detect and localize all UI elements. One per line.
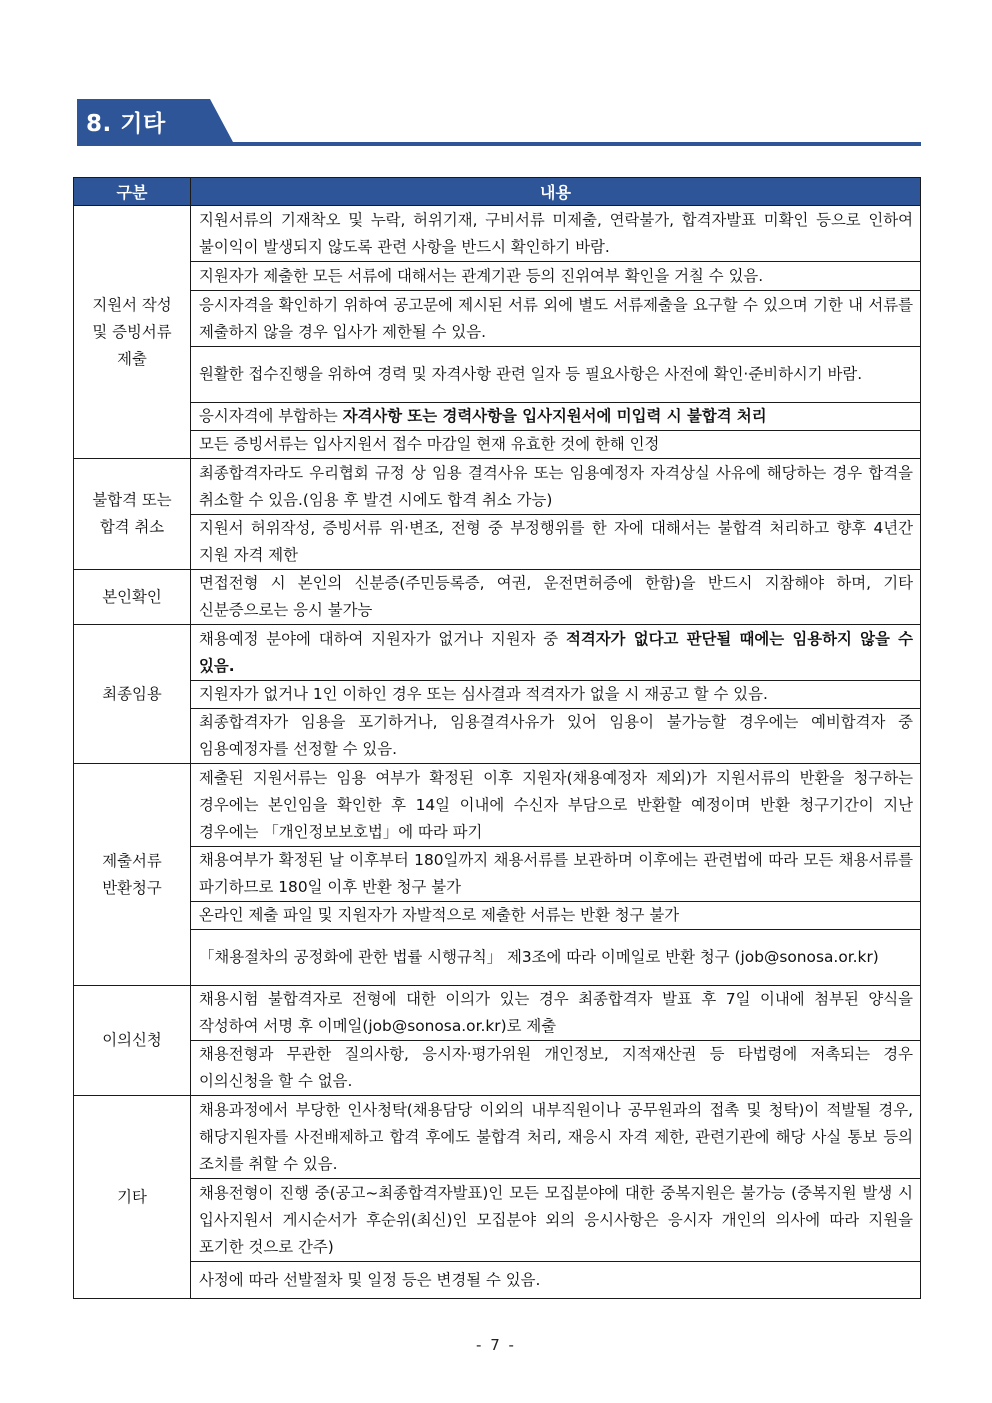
content-cell: 지원서 허위작성, 증빙서류 위·변조, 전형 중 부정행위를 한 자에 대해서는 불합격 처리하고 향후 4년간 지원 자격 제한 bbox=[191, 515, 921, 570]
content-cell bbox=[191, 403, 921, 431]
content-cell: 모든 증빙서류는 입사지원서 접수 마감일 현재 유효한 것에 한해 인정 bbox=[191, 431, 921, 459]
table-header-row bbox=[74, 178, 921, 206]
table-row bbox=[74, 681, 921, 709]
table-row bbox=[74, 403, 921, 431]
content-bold-text: 적격자가 없다고 판단될 때에는 임용하지 않을 수 있음. bbox=[199, 629, 914, 675]
category-label: 제출서류 bbox=[102, 851, 162, 870]
table-row bbox=[74, 431, 921, 459]
category-label: 및 증빙서류 bbox=[92, 322, 172, 341]
category-label: 이의신청 bbox=[102, 1031, 162, 1049]
category-application bbox=[74, 206, 191, 459]
category-document-return bbox=[74, 764, 191, 986]
content-cell: 「채용절차의 공정화에 관한 법률 시행규칙」 제3조에 따라 이메일로 반환 청구 (job@sonosa.or.kr) bbox=[191, 930, 921, 986]
content-cell: 지원서류의 기재착오 및 누락, 허위기재, 구비서류 미제출, 연락불가, 합격자발표 미확인 등으로 인하여 불이익이 발생되지 않도록 관련 사항을 반드시 확인하기 바람. bbox=[191, 206, 921, 262]
header-category: 구분 bbox=[74, 178, 191, 206]
category-label: 합격 취소 bbox=[99, 518, 165, 536]
content-cell: 면접전형 시 본인의 신분증(주민등록증, 여권, 운전면허증에 한함)을 반드시 지참해야 하며, 기타 신분증으로는 응시 불가능 bbox=[191, 570, 921, 625]
content-bold-text: 자격사항 또는 경력사항을 입사지원서에 미입력 시 불합격 처리 bbox=[342, 407, 767, 425]
content-cell: 채용전형과 무관한 질의사항, 응시자·평가위원 개인정보, 지적재산권 등 타법령에 저촉되는 경우 이의신청을 할 수 없음. bbox=[191, 1041, 921, 1096]
table-row bbox=[74, 262, 921, 291]
category-disqualification bbox=[74, 459, 191, 570]
table-row bbox=[74, 515, 921, 570]
page-number: - 7 - bbox=[476, 1336, 516, 1354]
header-content: 내용 bbox=[191, 178, 921, 206]
category-label: 제출 bbox=[117, 349, 147, 368]
category-label: 최종임용 bbox=[102, 684, 162, 703]
content-cell: 채용과정에서 부당한 인사청탁(채용담당 이외의 내부직원이나 공무원과의 접촉 및 청탁)이 적발될 경우, 해당지원자를 사전배제하고 합격 후에도 불합격 처리, 재응시 자격 제한, 관련기관에 해당 사실 통보 등의 조치를 취할 수 있음. bbox=[191, 1096, 921, 1179]
table-row bbox=[74, 764, 921, 847]
content-text: 응시자격에 부합하는 bbox=[199, 407, 343, 425]
content-cell: 지원자가 제출한 모든 서류에 대해서는 관계기관 등의 진위여부 확인을 거칠 수 있음. bbox=[191, 262, 921, 291]
table-row bbox=[74, 347, 921, 403]
content-cell: 원활한 접수진행을 위하여 경력 및 자격사항 관련 일자 등 필요사항은 사전에 확인·준비하시기 바람. bbox=[191, 347, 921, 403]
table-row bbox=[74, 625, 921, 681]
category-identity bbox=[74, 570, 191, 625]
info-table bbox=[73, 177, 921, 1299]
category-final-appointment bbox=[74, 625, 191, 764]
section-header bbox=[77, 99, 921, 148]
table-row bbox=[74, 570, 921, 625]
table-row bbox=[74, 1179, 921, 1262]
table-row bbox=[74, 709, 921, 764]
table-row bbox=[74, 930, 921, 986]
table-row bbox=[74, 1262, 921, 1299]
content-cell: 채용전형이 진행 중(공고~최종합격자발표)인 모든 모집분야에 대한 중복지원은 불가능 (중복지원 발생 시 입사지원서 게시순서가 후순위(최신)인 모집분야 외의 응시사항은 응시자 개인의 의사에 따라 지원을 포기한 것으로 간주) bbox=[191, 1179, 921, 1262]
category-label: 본인확인 bbox=[102, 587, 162, 606]
content-cell bbox=[191, 625, 921, 681]
category-etc bbox=[74, 1096, 191, 1299]
content-cell: 채용시험 불합격자로 전형에 대한 이의가 있는 경우 최종합격자 발표 후 7일 이내에 첨부된 양식을 작성하여 서명 후 이메일(job@sonosa.or.kr)로 제출 bbox=[191, 986, 921, 1041]
category-label: 불합격 또는 bbox=[92, 491, 172, 509]
table-row bbox=[74, 459, 921, 515]
table-row bbox=[74, 1096, 921, 1179]
content-cell: 제출된 지원서류는 임용 여부가 확정된 이후 지원자(채용예정자 제외)가 지원서류의 반환을 청구하는 경우에는 본인임을 확인한 후 14일 이내에 수신자 부담으로 반환할 예정이며 반환 청구기간이 지난 경우에는 「개인정보보호법」에 따라 파기 bbox=[191, 764, 921, 847]
category-label: 지원서 작성 bbox=[92, 295, 172, 314]
section-title: 8. 기타 bbox=[86, 111, 166, 137]
table-row bbox=[74, 902, 921, 930]
section-underline bbox=[77, 142, 921, 146]
content-cell: 응시자격을 확인하기 위하여 공고문에 제시된 서류 외에 별도 서류제출을 요구할 수 있으며 기한 내 서류를 제출하지 않을 경우 입사가 제한될 수 있음. bbox=[191, 291, 921, 347]
content-cell: 채용여부가 확정된 날 이후부터 180일까지 채용서류를 보관하며 이후에는 관련법에 따라 모든 채용서류를 파기하므로 180일 이후 반환 청구 불가 bbox=[191, 847, 921, 902]
table-row bbox=[74, 291, 921, 347]
content-cell: 온라인 제출 파일 및 지원자가 자발적으로 제출한 서류는 반환 청구 불가 bbox=[191, 902, 921, 930]
content-cell: 최종합격자가 임용을 포기하거나, 임용결격사유가 있어 임용이 불가능할 경우에는 예비합격자 중 임용예정자를 선정할 수 있음. bbox=[191, 709, 921, 764]
table-row bbox=[74, 206, 921, 262]
table-row bbox=[74, 1041, 921, 1096]
category-label: 반환청구 bbox=[102, 878, 162, 897]
category-objection bbox=[74, 986, 191, 1096]
content-cell: 사정에 따라 선발절차 및 일정 등은 변경될 수 있음. bbox=[191, 1262, 921, 1299]
content-cell: 최종합격자라도 우리협회 규정 상 임용 결격사유 또는 임용예정자 자격상실 사유에 해당하는 경우 합격을 취소할 수 있음.(임용 후 발견 시에도 합격 취소 가능) bbox=[191, 459, 921, 515]
content-cell: 지원자가 없거나 1인 이하인 경우 또는 심사결과 적격자가 없을 시 재공고 할 수 있음. bbox=[191, 681, 921, 709]
content-text: 채용예정 분야에 대하여 지원자가 없거나 지원자 중 bbox=[199, 629, 566, 648]
category-label: 기타 bbox=[117, 1187, 147, 1206]
table-row bbox=[74, 986, 921, 1041]
table-row bbox=[74, 847, 921, 902]
